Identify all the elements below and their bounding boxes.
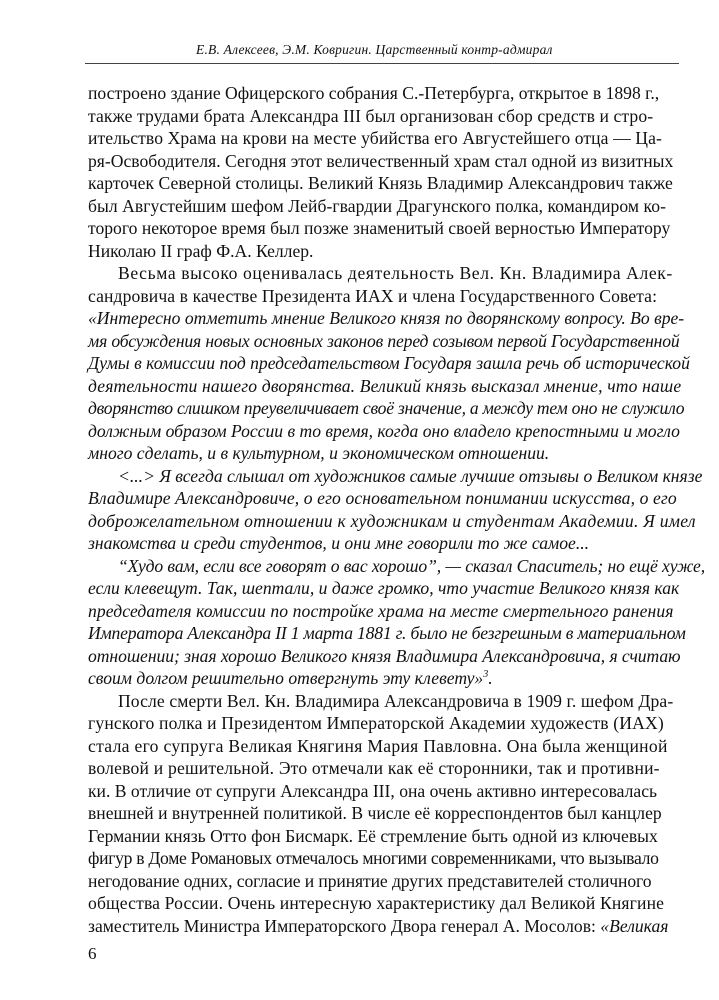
text-line-content: заместитель Министра Императорского Двора генерал А. Мосолов: xyxy=(88,915,601,936)
text-line-content: много сделать, и в культурном, и экономическом отношении. xyxy=(88,443,550,463)
text-line-content: деятельности нашего дворянства. Великий князь высказал мнение, что наше xyxy=(88,375,682,396)
text-line-content: Николаю II граф Ф.А. Келлер. xyxy=(88,240,314,261)
text-line xyxy=(88,262,678,285)
text-line xyxy=(88,667,678,690)
text-line-content: ря-Освободителя. Сегодня этот величественный храм стал одной из визитных xyxy=(88,150,674,171)
page-number: 6 xyxy=(88,944,97,963)
text-line-content: если клевещут. Так, шептали, и даже громко, что участие Великого князя как xyxy=(88,578,680,598)
text-line-content: “Худо вам, если все говорят о вас хорошо”, — сказал Спаситель; но ещё хуже, xyxy=(118,555,706,576)
text-line xyxy=(88,690,678,713)
text-line-content: Владимире Александровиче, о его основательном понимании искусства, о его xyxy=(88,488,677,508)
text-line xyxy=(88,802,678,825)
text-line xyxy=(88,735,678,758)
text-line xyxy=(88,712,678,735)
text-line xyxy=(88,195,678,218)
text-line xyxy=(88,870,678,893)
text-line xyxy=(88,780,678,803)
text-line xyxy=(88,600,678,623)
text-line-content: своим долгом решительно отвергнуть эту клевету» xyxy=(88,668,484,688)
text-line xyxy=(88,375,682,398)
text-line-content: торого некоторое время был позже знаменитый своей верностью Императору xyxy=(88,218,671,238)
text-line xyxy=(88,172,678,195)
text-line xyxy=(88,757,678,780)
text-line-content: Думы в комиссии под председательством Государя зашла речь об исторической xyxy=(88,353,690,373)
text-line-content: После смерти Вел. Кн. Владимира Александровича в 1909 г. шефом Дра- xyxy=(118,690,674,711)
text-line xyxy=(88,892,678,915)
text-line xyxy=(88,442,678,465)
text-line-content: ки. В отличие от супруги Александра III, она очень активно интересовалась xyxy=(88,780,658,801)
footnote-ref[interactable]: 3 xyxy=(483,669,489,680)
text-line xyxy=(88,555,706,578)
text-line-punct: . xyxy=(488,668,493,688)
body-text xyxy=(88,82,706,937)
text-line xyxy=(88,510,696,533)
text-line xyxy=(88,622,686,645)
text-line-content: фигур в Доме Романовых отмечалось многими современниками, что вызывало xyxy=(88,848,659,868)
text-line xyxy=(88,487,678,510)
text-line xyxy=(88,127,678,150)
text-line xyxy=(88,285,678,308)
text-line-content: внешней и внутренней политикой. В числе её корреспондентов был канцлер xyxy=(88,803,662,823)
text-line-content: знакомства и среди студентов, и они мне говорили то же самое... xyxy=(88,533,590,553)
text-line xyxy=(88,420,678,443)
text-line-content: дворянство слишком преувеличивает своё значение, а между тем оно не служило xyxy=(88,398,685,418)
header-rule xyxy=(85,63,679,64)
text-line xyxy=(88,397,685,420)
text-line xyxy=(88,240,678,263)
text-line xyxy=(88,82,678,105)
text-line xyxy=(88,217,678,240)
text-line xyxy=(88,532,678,555)
text-line xyxy=(88,330,678,353)
text-line xyxy=(88,645,681,668)
text-line xyxy=(88,150,678,173)
text-line-content: доброжелательном отношении к художникам и студентам Академии. Я имел xyxy=(88,510,696,531)
text-line-content: стала его супруга Великая Княгиня Мария Павловна. Она была женщиной xyxy=(88,735,668,756)
text-line-content: волевой и решительной. Это отмечали как её сторонники, так и противни- xyxy=(88,758,660,778)
text-line-content: Германии князь Отто фон Бисмарк. Её стремление быть одной из ключевых xyxy=(88,825,658,846)
text-line-content: председателя комиссии по постройке храма на месте смертельного ранения xyxy=(88,600,674,621)
text-line-content: сандровича в качестве Президента ИАХ и члена Государственного Совета: xyxy=(88,285,658,306)
text-line-content: «Интересно отметить мнение Великого князя по дворянскому вопросу. Во вре- xyxy=(88,308,685,328)
text-line xyxy=(88,105,678,128)
text-line xyxy=(88,825,678,848)
text-line-content: был Августейшим шефом Лейб-гвардии Драгунского полка, командиром ко- xyxy=(88,195,666,216)
text-line xyxy=(88,352,690,375)
text-line-content: построено здание Офицерского собрания С.-Петербурга, открытое в 1898 г., xyxy=(88,83,660,103)
text-line xyxy=(88,915,678,938)
text-line-content: негодование одних, согласие и принятие других представителей столичного xyxy=(88,870,652,891)
running-head: Е.В. Алексеев, Э.М. Ковригин. Царственный контр-адмирал xyxy=(196,42,553,57)
text-line xyxy=(88,307,685,330)
text-line-content: гунского полка и Президентом Императорской Академии художеств (ИАХ) xyxy=(88,713,664,733)
text-line-content: мя обсуждения новых основных законов перед созывом первой Государственной xyxy=(88,330,680,351)
text-line-content: общества России. Очень интересную характеристику дал Великой Княгине xyxy=(88,893,665,913)
text-line-content: Императора Александра II 1 марта 1881 г. было не безгрешным в материальном xyxy=(88,623,686,643)
text-line xyxy=(88,465,703,488)
text-line-content: карточек Северной столицы. Великий Князь Владимир Александрович также xyxy=(88,173,673,193)
text-line xyxy=(88,577,678,600)
text-line-content: также трудами брата Александра III был организован сбор средств и стро- xyxy=(88,105,654,126)
text-line-content: отношении; зная хорошо Великого князя Владимира Александровича, я считаю xyxy=(88,645,681,666)
text-line-content: должным образом России в то время, когда оно владело крепостными и могло xyxy=(88,420,680,441)
text-line xyxy=(88,847,678,870)
text-line-content: ительство Храма на крови на месте убийства его Августейшего отца — Ца- xyxy=(88,128,662,148)
text-line-content: Весьма высоко оценивалась деятельность Вел. Кн. Владимира Алек- xyxy=(118,263,673,283)
text-line-content: <...> Я всегда слышал от художников самые лучшие отзывы о Великом князе xyxy=(118,465,703,486)
quote-start: «Великая xyxy=(600,915,669,936)
